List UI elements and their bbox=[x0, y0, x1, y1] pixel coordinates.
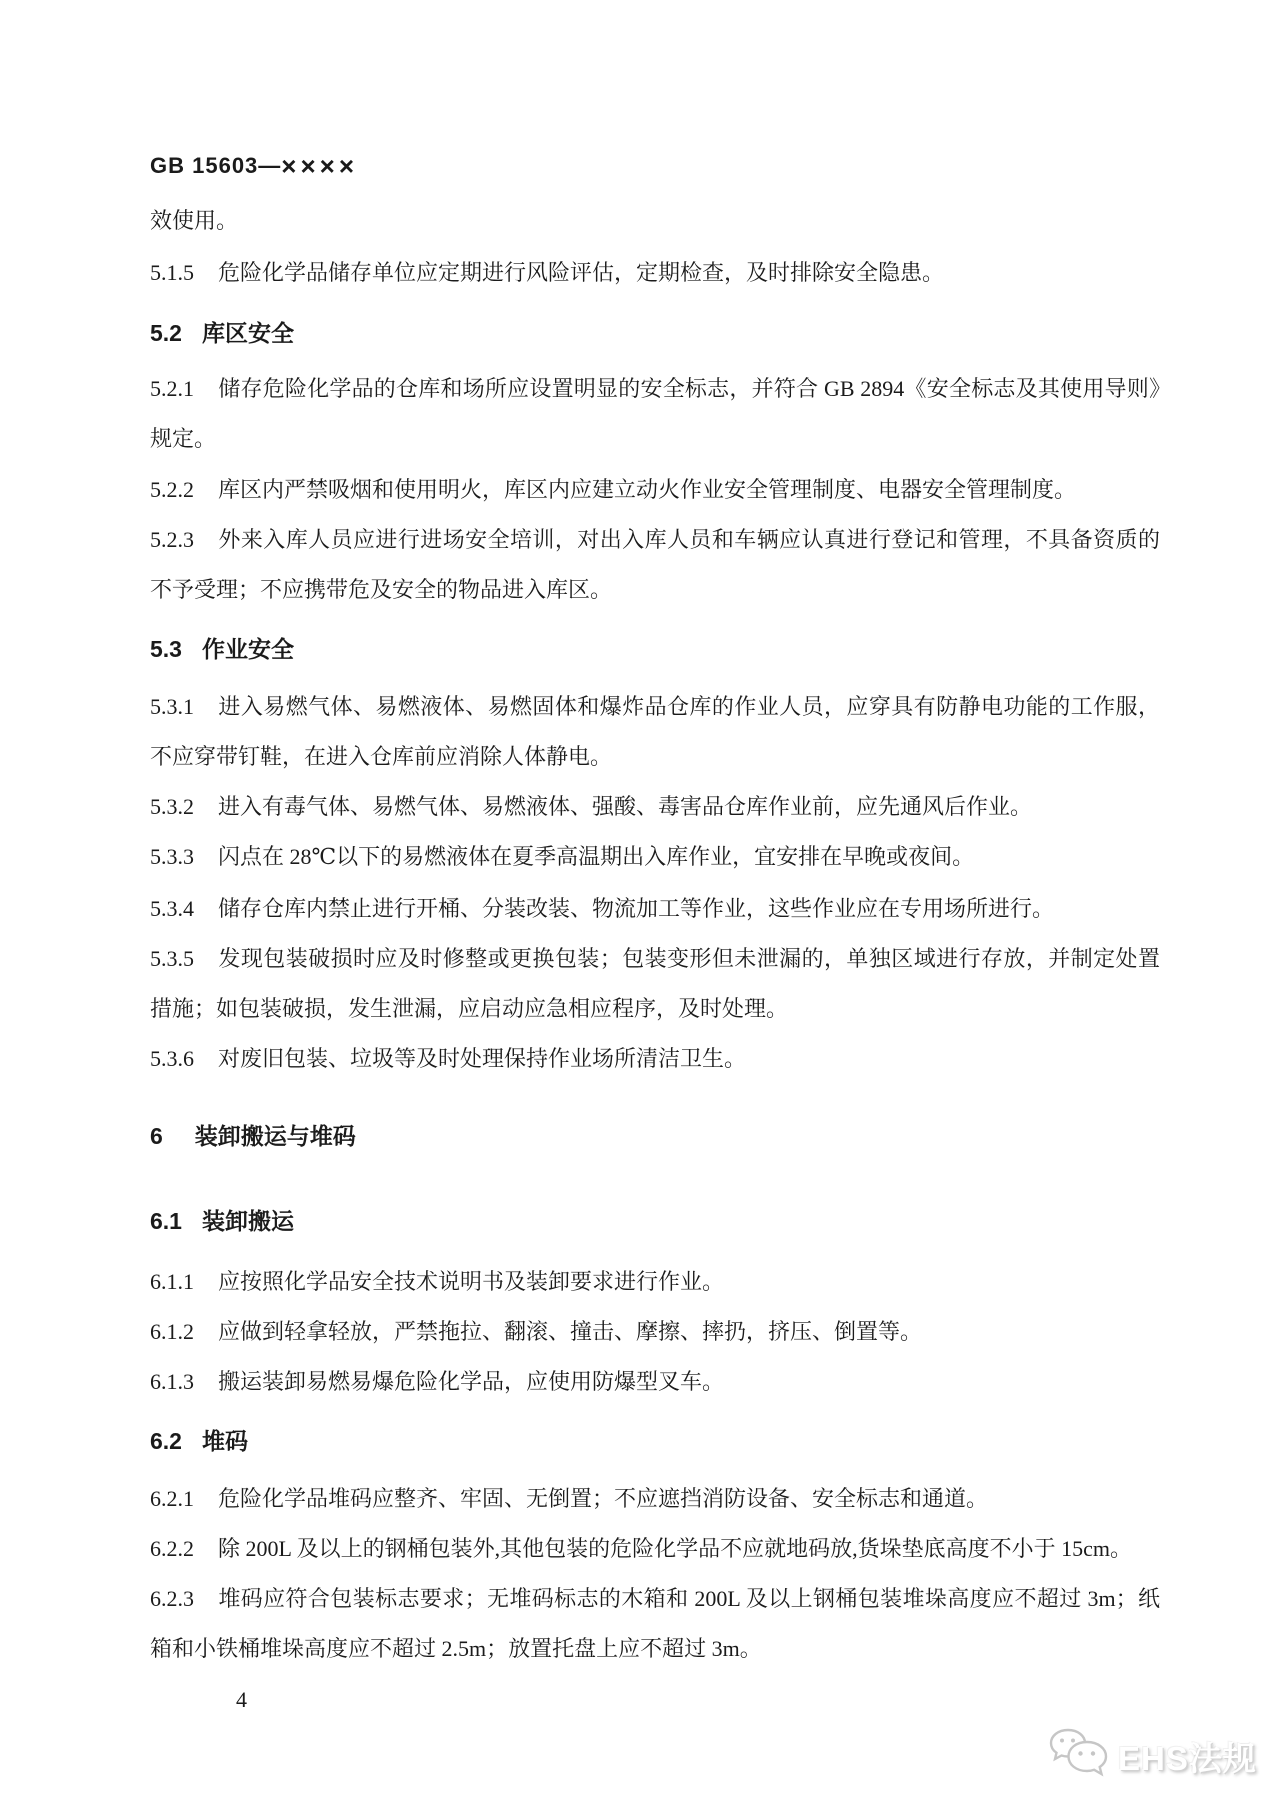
clause-5-2-1 bbox=[150, 364, 1160, 464]
clause-number: 5.3.5 bbox=[150, 946, 194, 971]
clause-5-3-5 bbox=[150, 934, 1160, 1034]
clause-text: 应按照化学品安全技术说明书及装卸要求进行作业。 bbox=[218, 1269, 725, 1294]
heading-number: 5.3 bbox=[150, 636, 182, 662]
clause-number: 5.3.4 bbox=[150, 896, 194, 921]
clause-text: 进入有毒气体、易燃气体、易燃液体、强酸、毒害品仓库作业前，应先通风后作业。 bbox=[218, 794, 1033, 819]
clause-number: 6.2.2 bbox=[150, 1536, 194, 1561]
clause-text: 堆码应符合包装标志要求；无堆码标志的木箱和 200L 及以上钢桶包装堆垛高度应不超过 3m；纸箱和小铁桶堆垛高度应不超过 2.5m；放置托盘上应不超过 3m。 bbox=[150, 1586, 1160, 1661]
clause-5-3-2 bbox=[150, 782, 1160, 832]
heading-text: 作业安全 bbox=[201, 636, 294, 662]
clause-number: 6.2.3 bbox=[150, 1586, 194, 1611]
watermark-label: EHS法规 bbox=[1118, 1740, 1257, 1777]
wechat-icon bbox=[1048, 1728, 1110, 1785]
clause-5-2-3 bbox=[150, 515, 1160, 615]
clause-number: 5.2.2 bbox=[150, 477, 194, 502]
clause-number: 5.2.3 bbox=[150, 527, 194, 552]
heading-text: 装卸搬运 bbox=[201, 1208, 294, 1234]
clause-5-1-5 bbox=[150, 248, 1160, 298]
section-heading-5-3 bbox=[150, 624, 1160, 674]
clause-number: 5.3.2 bbox=[150, 794, 194, 819]
paragraph-continuation bbox=[150, 196, 1160, 246]
clause-text: 闪点在 28℃以下的易燃液体在夏季高温期出入库作业，宜安排在早晚或夜间。 bbox=[218, 844, 975, 869]
heading-number: 5.2 bbox=[150, 320, 182, 346]
clause-5-3-4 bbox=[150, 884, 1160, 934]
standard-code-prefix: GB 15603— bbox=[150, 153, 282, 178]
heading-text: 库区安全 bbox=[201, 320, 294, 346]
clause-text: 发现包装破损时应及时修整或更换包装；包装变形但未泄漏的，单独区域进行存放，并制定处置措施；如包装破损，发生泄漏，应启动应急相应程序，及时处理。 bbox=[150, 946, 1160, 1021]
clause-text: 搬运装卸易燃易爆危险化学品，应使用防爆型叉车。 bbox=[218, 1369, 725, 1394]
clause-6-2-1 bbox=[150, 1474, 1160, 1524]
clause-text: 除 200L 及以上的钢桶包装外,其他包装的危险化学品不应就地码放,货垛垫底高度不小于 15cm。 bbox=[218, 1536, 1133, 1561]
standard-code bbox=[150, 141, 1160, 191]
clause-text: 效使用。 bbox=[150, 208, 239, 233]
clause-number: 5.1.5 bbox=[150, 260, 194, 285]
clause-number: 6.1.3 bbox=[150, 1369, 194, 1394]
clause-6-2-3 bbox=[150, 1574, 1160, 1674]
clause-text: 储存仓库内禁止进行开桶、分装改装、物流加工等作业，这些作业应在专用场所进行。 bbox=[218, 896, 1055, 921]
clause-number: 6.1.1 bbox=[150, 1269, 194, 1294]
clause-number: 6.2.1 bbox=[150, 1486, 194, 1511]
clause-5-2-2 bbox=[150, 465, 1160, 515]
clause-number: 5.3.6 bbox=[150, 1046, 194, 1071]
clause-number: 5.3.1 bbox=[150, 694, 194, 719]
clause-6-1-1 bbox=[150, 1257, 1160, 1307]
clause-number: 6.1.2 bbox=[150, 1319, 194, 1344]
clause-6-1-3 bbox=[150, 1357, 1160, 1407]
page-number: 4 bbox=[236, 1687, 247, 1712]
standard-code-edition: ×××× bbox=[281, 151, 359, 181]
heading-number: 6 bbox=[150, 1123, 163, 1149]
clause-5-3-6 bbox=[150, 1034, 1160, 1084]
clause-6-1-2 bbox=[150, 1307, 1160, 1357]
clause-5-3-3 bbox=[150, 832, 1160, 882]
heading-number: 6.2 bbox=[150, 1428, 182, 1454]
heading-number: 6.1 bbox=[150, 1208, 182, 1234]
heading-text: 堆码 bbox=[201, 1428, 248, 1454]
clause-number: 5.2.1 bbox=[150, 376, 194, 401]
section-heading-6-2 bbox=[150, 1416, 1160, 1466]
clause-6-2-2 bbox=[150, 1524, 1160, 1574]
section-heading-6-1 bbox=[150, 1196, 1160, 1246]
clause-text: 危险化学品堆码应整齐、牢固、无倒置；不应遮挡消防设备、安全标志和通道。 bbox=[218, 1486, 989, 1511]
chapter-heading-6 bbox=[150, 1111, 1160, 1161]
clause-5-3-1 bbox=[150, 682, 1160, 782]
heading-text: 装卸搬运与堆码 bbox=[194, 1123, 356, 1149]
clause-text: 库区内严禁吸烟和使用明火，库区内应建立动火作业安全管理制度、电器安全管理制度。 bbox=[218, 477, 1077, 502]
clause-text: 储存危险化学品的仓库和场所应设置明显的安全标志，并符合 GB 2894《安全标志及其使用导则》规定。 bbox=[150, 376, 1160, 451]
clause-text: 对废旧包装、垃圾等及时处理保持作业场所清洁卫生。 bbox=[218, 1046, 747, 1071]
clause-text: 进入易燃气体、易燃液体、易燃固体和爆炸品仓库的作业人员，应穿具有防静电功能的工作服，不应穿带钉鞋，在进入仓库前应消除人体静电。 bbox=[150, 694, 1160, 769]
clause-text: 外来入库人员应进行进场安全培训，对出入库人员和车辆应认真进行登记和管理，不具备资质的不予受理；不应携带危及安全的物品进入库区。 bbox=[150, 527, 1160, 602]
clause-text: 危险化学品储存单位应定期进行风险评估，定期检查，及时排除安全隐患。 bbox=[218, 260, 945, 285]
watermark bbox=[1048, 1728, 1257, 1785]
clause-text: 应做到轻拿轻放，严禁拖拉、翻滚、撞击、摩擦、摔扔，挤压、倒置等。 bbox=[218, 1319, 923, 1344]
section-heading-5-2 bbox=[150, 308, 1160, 358]
clause-number: 5.3.3 bbox=[150, 844, 194, 869]
